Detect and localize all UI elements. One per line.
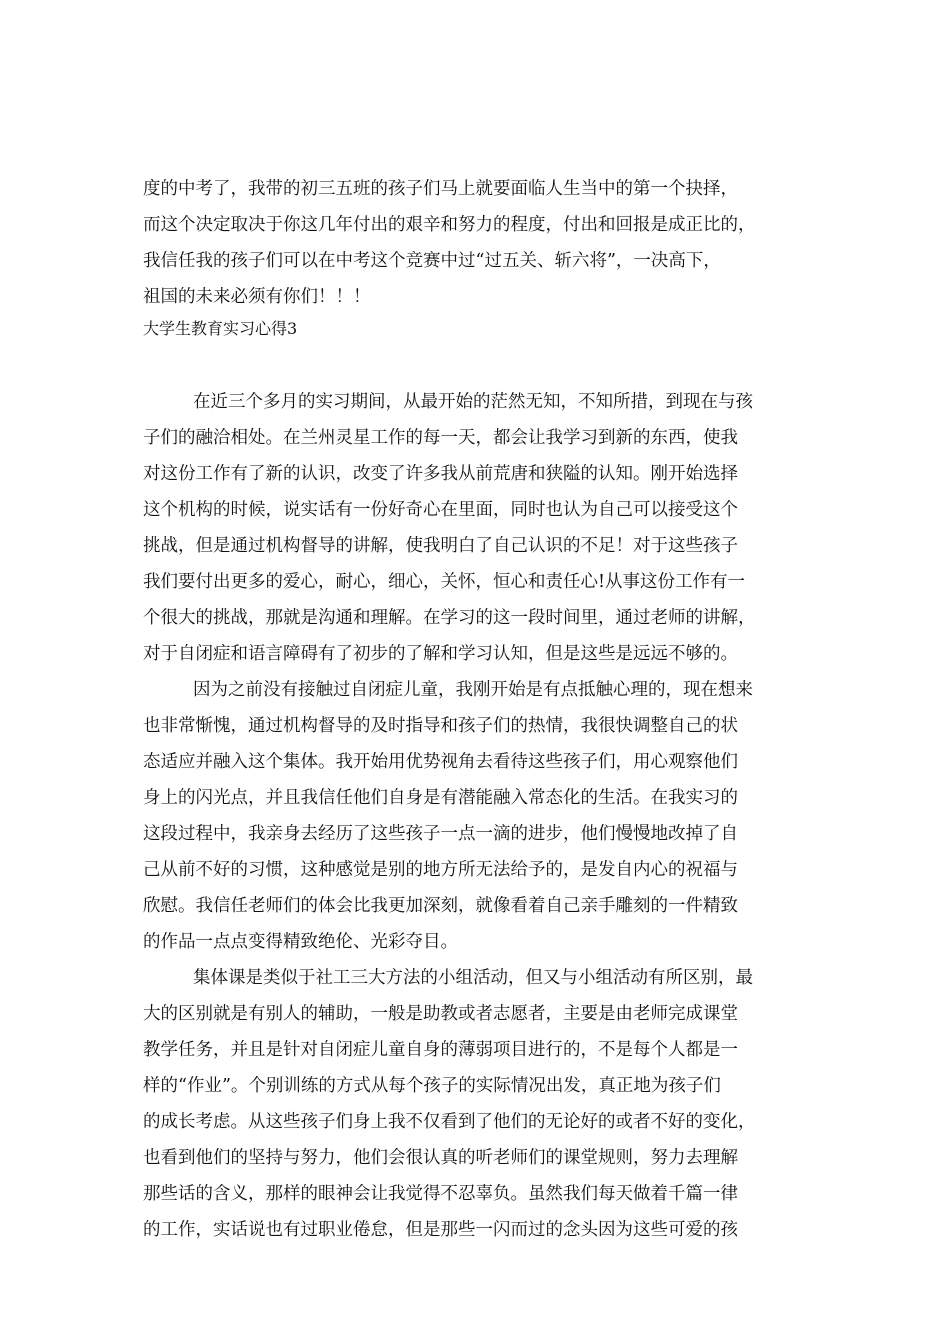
intro-line: 度的中考了，我带的初三五班的孩子们马上就要面临人生当中的第一个抉择，: [143, 179, 738, 199]
paragraph-line: 也看到他们的坚持与努力，他们会很认真的听老师们的课堂规则，努力去理解: [143, 1148, 738, 1168]
paragraph-line: 集体课是类似于社工三大方法的小组活动，但又与小组活动有所区别，最: [193, 968, 753, 988]
paragraph-line: 我们要付出更多的爱心，耐心，细心，关怀，恒心和责任心!从事这份工作有一: [143, 572, 746, 592]
paragraph-line: 也非常惭愧，通过机构督导的及时指导和孩子们的热情，我很快调整自己的状: [143, 716, 738, 736]
paragraph-line: 子们的融洽相处。在兰州灵星工作的每一天，都会让我学习到新的东西，使我: [143, 428, 738, 448]
paragraph-line: 在近三个多月的实习期间，从最开始的茫然无知，不知所措，到现在与孩: [193, 392, 753, 412]
paragraph-line: 对这份工作有了新的认识，改变了许多我从前荒唐和狭隘的认知。刚开始选择: [143, 464, 738, 484]
section-title: 大学生教育实习心得3: [143, 319, 298, 338]
paragraph-line: 个很大的挑战，那就是沟通和理解。在学习的这一段时间里，通过老师的讲解，: [143, 608, 756, 628]
paragraph-line: 的作品一点点变得精致绝伦、光彩夺目。: [143, 932, 458, 952]
paragraph-line: 教学任务，并且是针对自闭症儿童自身的薄弱项目进行的，不是每个人都是一: [143, 1040, 738, 1060]
paragraph-line: 大的区别就是有别人的辅助，一般是助教或者志愿者，主要是由老师完成课堂: [143, 1004, 738, 1024]
paragraph-line: 挑战，但是通过机构督导的讲解，使我明白了自己认识的不足！对于这些孩子: [143, 536, 738, 556]
intro-line: 我信任我的孩子们可以在中考这个竞赛中过“过五关、斩六将”，一决高下，: [143, 251, 721, 271]
intro-line: 祖国的未来必须有你们！！！: [143, 287, 371, 307]
paragraph-line: 欣慰。我信任老师们的体会比我更加深刻，就像看着自己亲手雕刻的一件精致: [143, 896, 738, 916]
paragraph-line: 这个机构的时候，说实话有一份好奇心在里面，同时也认为自己可以接受这个: [143, 500, 738, 520]
paragraph-line: 这段过程中，我亲身去经历了这些孩子一点一滴的进步，他们慢慢地改掉了自: [143, 824, 738, 844]
paragraph-line: 身上的闪光点，并且我信任他们自身是有潜能融入常态化的生活。在我实习的: [143, 788, 738, 808]
paragraph-line: 对于自闭症和语言障碍有了初步的了解和学习认知，但是这些是远远不够的。: [143, 644, 738, 664]
paragraph-line: 那些话的含义，那样的眼神会让我觉得不忍辜负。虽然我们每天做着千篇一律: [143, 1184, 738, 1204]
intro-line: 而这个决定取决于你这几年付出的艰辛和努力的程度，付出和回报是成正比的，: [143, 215, 756, 235]
paragraph-line: 的工作，实话说也有过职业倦怠，但是那些一闪而过的念头因为这些可爱的孩: [143, 1220, 738, 1240]
paragraph-line: 的成长考虑。从这些孩子们身上我不仅看到了他们的无论好的或者不好的变化，: [143, 1112, 756, 1132]
paragraph-line: 样的“作业”。个别训练的方式从每个孩子的实际情况出发，真正地为孩子们: [143, 1076, 721, 1096]
paragraph-line: 己从前不好的习惯，这种感觉是别的地方所无法给予的，是发自内心的祝福与: [143, 860, 738, 880]
paragraph-line: 态适应并融入这个集体。我开始用优势视角去看待这些孩子们，用心观察他们: [143, 752, 738, 772]
paragraph-line: 因为之前没有接触过自闭症儿童，我刚开始是有点抵触心理的，现在想来: [193, 680, 753, 700]
